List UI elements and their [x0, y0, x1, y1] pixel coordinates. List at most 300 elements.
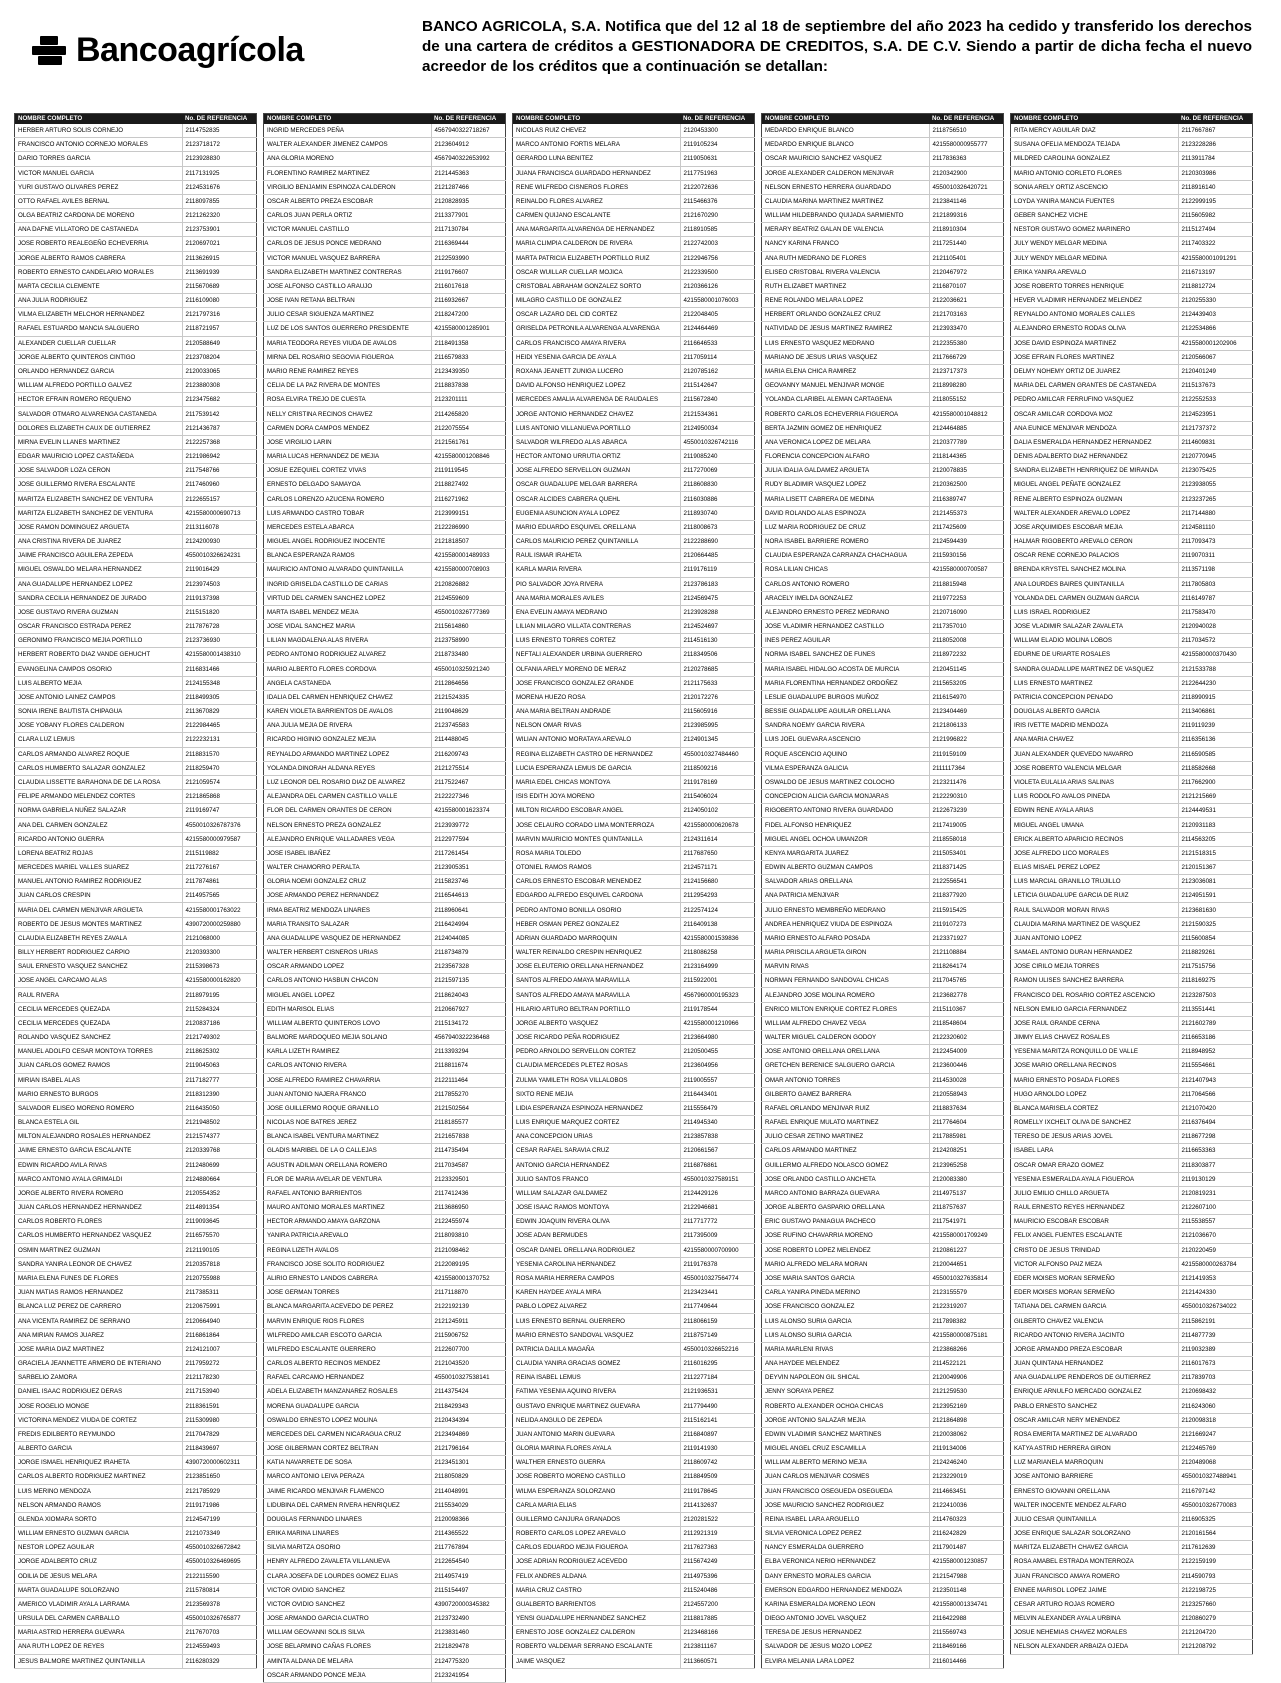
- table-row: [15, 705, 257, 719]
- table-row: [513, 634, 755, 648]
- client-name: MARIA LISETT CABRERA DE MEDINA: [762, 492, 930, 506]
- client-name: OSCAR ALCIDES CABRERA QUEHL: [513, 492, 681, 506]
- reference-number: 2118509216: [680, 761, 755, 775]
- client-name: RICARDO ANTONIO GUERRA: [15, 832, 183, 846]
- client-name: LUIS ANTONIO VILLANUEVA PORTILLO: [513, 421, 681, 435]
- reference-number: 2124581110: [1178, 520, 1253, 534]
- table-row: [513, 1045, 755, 1059]
- table-row: [762, 945, 1004, 959]
- table-row: [1011, 1328, 1253, 1342]
- reference-number: 2117662900: [1178, 775, 1253, 789]
- table-row: [1011, 1172, 1253, 1186]
- table-row: [264, 1484, 506, 1498]
- client-name: NORMA GABRIELA NUÑEZ SALAZAR: [15, 804, 183, 818]
- reference-number: 2117357010: [929, 620, 1004, 634]
- header-name: NOMBRE COMPLETO: [1011, 114, 1179, 125]
- reference-number: 2117548766: [182, 464, 257, 478]
- client-name: JAIME FRANCISCO AGUILERA ZEPEDA: [15, 549, 183, 563]
- client-name: FELIX ANDRES ALDANA: [513, 1569, 681, 1583]
- table-row: [264, 534, 506, 548]
- table-row: [513, 1101, 755, 1115]
- table-row: [513, 279, 755, 293]
- client-name: LILIAN MILAGRO VILLATA CONTRERAS: [513, 620, 681, 634]
- table-row: [513, 917, 755, 931]
- reference-number: 4390720000259880: [182, 917, 257, 931]
- client-name: WALTER ALEXANDER JIMENEZ CAMPOS: [264, 138, 432, 152]
- reference-number: 2121703163: [929, 308, 1004, 322]
- client-name: JOSE GUILLERMO RIVERA ESCALANTE: [15, 478, 183, 492]
- table-row: [1011, 634, 1253, 648]
- client-name: JOSE BELARMINO CAÑAS FLORES: [264, 1640, 432, 1654]
- client-name: CARLOS FRANCISCO AMAYA RIVERA: [513, 336, 681, 350]
- client-name: GUILLERMO ALFREDO NOLASCO GOMEZ: [762, 1158, 930, 1172]
- reference-number: 4215580000708903: [431, 563, 506, 577]
- table-row: [762, 1116, 1004, 1130]
- reference-number: 2113691939: [182, 265, 257, 279]
- table-row: [513, 1441, 755, 1455]
- client-name: SILVIA VERONICA LOPEZ PEREZ: [762, 1527, 930, 1541]
- table-row: [1011, 903, 1253, 917]
- client-name: IDALIA DEL CARMEN HENRIQUEZ CHAVEZ: [264, 690, 432, 704]
- client-name: ANA CRISTINA RIVERA DE JUAREZ: [15, 534, 183, 548]
- table-row: [1011, 209, 1253, 223]
- reference-number: 2115162141: [680, 1413, 755, 1427]
- reference-number: 2117667867: [1178, 124, 1253, 138]
- client-name: JOSE GILBERMAN CORTEZ BELTRAN: [264, 1441, 432, 1455]
- client-name: JOSE RAMON DOMINGUEZ ARGUETA: [15, 520, 183, 534]
- table-row: [513, 1371, 755, 1385]
- table-row: [762, 733, 1004, 747]
- reference-number: 4215580001208846: [431, 449, 506, 463]
- reference-number: 2121797316: [182, 308, 257, 322]
- table-row: [264, 860, 506, 874]
- client-name: ERNESTO GIOVANNI ORELLANA: [1011, 1484, 1179, 1498]
- table-row: [15, 1456, 257, 1470]
- reference-number: 2118144365: [929, 449, 1004, 463]
- table-row: [1011, 279, 1253, 293]
- client-name: VICTOR OVIDIO SANCHEZ: [264, 1597, 432, 1611]
- client-name: RAFAEL CARCAMO HERNANDEZ: [264, 1371, 432, 1385]
- table-row: [513, 1243, 755, 1257]
- client-name: ENA EVELIN AMAYA MEDRANO: [513, 605, 681, 619]
- client-name: JOSE MARIO ORELLANA RECINOS: [1011, 1059, 1179, 1073]
- client-name: MEDARDO ENRIQUE BLANCO: [762, 138, 930, 152]
- reference-number: 2122454009: [929, 1045, 1004, 1059]
- client-name: NANCY KARINA FRANCO: [762, 237, 930, 251]
- client-name: ERIC GUSTAVO PANIAGUA PACHECO: [762, 1215, 930, 1229]
- reference-number: 2121204720: [1178, 1626, 1253, 1640]
- reference-number: 2118247200: [431, 308, 506, 322]
- client-name: FRANCISCO ANTONIO CORNEJO MORALES: [15, 138, 183, 152]
- reference-number: 2118439697: [182, 1441, 257, 1455]
- client-name: ANA HAYDEE MELENDEZ: [762, 1356, 930, 1370]
- client-name: LUCIA ESPERANZA LEMUS DE GARCIA: [513, 761, 681, 775]
- reference-number: 2114530028: [929, 1073, 1004, 1087]
- table-row: [1011, 676, 1253, 690]
- client-name: NELSON EMILIO GARCIA FERNANDEZ: [1011, 1002, 1179, 1016]
- reference-number: 2119032389: [1178, 1342, 1253, 1356]
- table-row: [264, 379, 506, 393]
- client-name: JULY WENDY MELGAR MEDINA: [1011, 251, 1179, 265]
- client-name: ROSA LILIAN CHICAS: [762, 563, 930, 577]
- client-name: ANA LOURDES BAIRES QUINTANILLA: [1011, 577, 1179, 591]
- reference-number: 2115127494: [1178, 223, 1253, 237]
- reference-number: 2114522121: [929, 1356, 1004, 1370]
- table-row: [264, 889, 506, 903]
- client-name: ANA GLORIA MORENO: [264, 152, 432, 166]
- table-row: [513, 1356, 755, 1370]
- client-name: WILLIAM SALAZAR GALDAMEZ: [513, 1186, 681, 1200]
- reference-number: 2121534361: [680, 407, 755, 421]
- client-name: DAVID ALFONSO HENRIQUEZ LOPEZ: [513, 379, 681, 393]
- client-name: MARIA DEL CARMEN GRANTES DE CASTANEDA: [1011, 379, 1179, 393]
- reference-number: 2121864898: [929, 1413, 1004, 1427]
- client-name: JOSUE NEHEMIAS CHAVEZ MORALES: [1011, 1626, 1179, 1640]
- client-name: JOSE MAURICIO SANCHEZ RODRIGUEZ: [762, 1498, 930, 1512]
- client-name: CONCEPCION ALICIA GARCIA MONJARAS: [762, 790, 930, 804]
- table-row: [513, 194, 755, 208]
- reference-number: 2120861227: [929, 1243, 1004, 1257]
- table-row: [513, 761, 755, 775]
- table-row: [264, 747, 506, 761]
- reference-number: 2118008673: [680, 520, 755, 534]
- table-row: [1011, 1527, 1253, 1541]
- reference-number: 2118910585: [680, 223, 755, 237]
- client-name: JOSE SALVADOR LOZA CERON: [15, 464, 183, 478]
- table-row: [1011, 804, 1253, 818]
- reference-number: 2114735494: [431, 1144, 506, 1158]
- client-name: ANA JULIA MEJIA DE RIVERA: [264, 719, 432, 733]
- client-name: JORGE ARMANDO PREZA ESCOBAR: [1011, 1342, 1179, 1356]
- reference-number: 2124121007: [182, 1342, 257, 1356]
- client-name: NELIDA ANGULO DE ZEPEDA: [513, 1413, 681, 1427]
- reference-number: 2118264174: [929, 960, 1004, 974]
- client-name: HILARIO ARTURO BELTRAN PORTILLO: [513, 1002, 681, 1016]
- client-name: ROSA EMERITA MARTINEZ DE ALVARADO: [1011, 1427, 1179, 1441]
- reference-number: 2123939772: [431, 818, 506, 832]
- table-row: [264, 1640, 506, 1654]
- client-name: JORGE ISMAEL HENRIQUEZ IRAHETA: [15, 1456, 183, 1470]
- client-name: MARVIN ENRIQUE RIOS FLORES: [264, 1314, 432, 1328]
- client-name: MANUEL ANTONIO RAMIREZ RODRIGUEZ: [15, 875, 183, 889]
- client-name: JOSE ANTONIO BARRIERE: [1011, 1470, 1179, 1484]
- reference-number: 2123604956: [680, 1059, 755, 1073]
- table-row: [762, 1597, 1004, 1611]
- reference-number: 2121108884: [929, 945, 1004, 959]
- reference-number: 4567940322653992: [431, 152, 506, 166]
- reference-number: 2122607100: [1178, 1201, 1253, 1215]
- reference-number: 4215580001709249: [929, 1229, 1004, 1243]
- client-name: FIDEL ALFONSO HENRIQUEZ: [762, 818, 930, 832]
- client-name: FLORENTINO RAMIREZ MARTINEZ: [264, 166, 432, 180]
- client-name: JOSE ANTONIO ORELLANA ORELLANA: [762, 1045, 930, 1059]
- table-row: [762, 223, 1004, 237]
- reference-number: 2120860279: [1178, 1612, 1253, 1626]
- client-name: CLAUDIA ESPERANZA CARRANZA CHACHAGUA: [762, 549, 930, 563]
- client-name: JOSE ARMANDO GARCIA CUATRO: [264, 1612, 432, 1626]
- client-name: MARIO ERNESTO BURGOS: [15, 1087, 183, 1101]
- reference-number: 2120588649: [182, 336, 257, 350]
- client-name: HUGO ARNOLDO LOPEZ: [1011, 1087, 1179, 1101]
- reference-number: 2118733480: [431, 648, 506, 662]
- client-name: MARTA GUADALUPE SOLORZANO: [15, 1583, 183, 1597]
- table-row: [15, 1087, 257, 1101]
- table-row: [264, 407, 506, 421]
- table-row: [15, 960, 257, 974]
- client-name: BLANCA MARISELA CORTEZ: [1011, 1101, 1179, 1115]
- client-name: JOSE ANTONIO LAINEZ CAMPOS: [15, 690, 183, 704]
- client-name: SILVIA MARITZA OSORIO: [264, 1541, 432, 1555]
- client-name: CARLOS JUAN PERLA ORTIZ: [264, 209, 432, 223]
- client-name: ANA PATRICIA MENJIVAR: [762, 889, 930, 903]
- table-row: [1011, 775, 1253, 789]
- reference-number: 2117385311: [182, 1286, 257, 1300]
- table-row: [762, 336, 1004, 350]
- client-name: SANDRA ELIZABETH MARTINEZ CONTRERAS: [264, 265, 432, 279]
- table-row: [1011, 733, 1253, 747]
- table-row: [1011, 1059, 1253, 1073]
- reference-number: 2120667927: [431, 1002, 506, 1016]
- client-name: WALTHER ERNESTO GUERRA: [513, 1456, 681, 1470]
- reference-number: 2116646533: [680, 336, 755, 350]
- reference-number: 2115406024: [680, 790, 755, 804]
- table-row: [264, 336, 506, 350]
- client-name: MAURICIO ANTONIO ALVARADO QUINTANILLA: [264, 563, 432, 577]
- table-row: [513, 322, 755, 336]
- reference-number: 2119176119: [680, 563, 755, 577]
- reference-number: 2118548604: [929, 1016, 1004, 1030]
- reference-number: 4550010326742116: [680, 435, 755, 449]
- client-name: EDITH MARISOL ELIAS: [264, 1002, 432, 1016]
- reference-number: 2119130129: [1178, 1172, 1253, 1186]
- client-name: MARIA PRISCILA ARGUETA GIRON: [762, 945, 930, 959]
- reference-number: 2115538557: [1178, 1215, 1253, 1229]
- reference-number: 2121407943: [1178, 1073, 1253, 1087]
- reference-number: 2117670703: [182, 1626, 257, 1640]
- reference-number: 4390720000345382: [431, 1597, 506, 1611]
- client-name: REGINA ELIZABETH CASTRO DE HERNANDEZ: [513, 747, 681, 761]
- table-row: [15, 690, 257, 704]
- table-row: [15, 534, 257, 548]
- table-row: [762, 1342, 1004, 1356]
- client-name: VILMA ESPERANZA GALICIA: [762, 761, 930, 775]
- reference-number: 2118624043: [431, 988, 506, 1002]
- reference-number: 2121105401: [929, 251, 1004, 265]
- table-row: [513, 393, 755, 407]
- table-row: [762, 478, 1004, 492]
- client-name: FELIPE ARMANDO MELENDEZ CORTES: [15, 790, 183, 804]
- client-name: NORA ISABEL BARRIERE ROMERO: [762, 534, 930, 548]
- reference-number: 2121936531: [680, 1385, 755, 1399]
- table-row: [15, 1512, 257, 1526]
- reference-number: 2120161564: [1178, 1527, 1253, 1541]
- table-row: [1011, 1158, 1253, 1172]
- client-name: YOLANDA CLARIBEL ALEMAN CARTAGENA: [762, 393, 930, 407]
- reference-number: 2116831466: [182, 662, 257, 676]
- reference-number: 2114516130: [680, 634, 755, 648]
- reference-number: 2120558943: [929, 1087, 1004, 1101]
- table-row: [15, 719, 257, 733]
- reference-number: 2118930740: [680, 506, 755, 520]
- client-name: IRIS IVETTE MADRID MENDOZA: [1011, 719, 1179, 733]
- client-name: JORGE ANTONIO SALAZAR MEJIA: [762, 1413, 930, 1427]
- reference-number: 4550010327484460: [680, 747, 755, 761]
- client-name: CARLOS ERNESTO ESCOBAR MENENDEZ: [513, 875, 681, 889]
- reference-number: 2124439403: [1178, 308, 1253, 322]
- table-row: [513, 1413, 755, 1427]
- table-row: [513, 407, 755, 421]
- reference-number: 2117794490: [680, 1399, 755, 1413]
- table-row: [264, 1186, 506, 1200]
- bank-logo: [32, 30, 304, 70]
- table-row: [1011, 960, 1253, 974]
- reference-number: 4550010325921240: [431, 662, 506, 676]
- table-row: [15, 322, 257, 336]
- client-name: RAUL SALVADOR MORAN RIVAS: [1011, 903, 1179, 917]
- reference-number: 2114365522: [431, 1527, 506, 1541]
- table-row: [1011, 860, 1253, 874]
- table-row: [15, 634, 257, 648]
- reference-number: 2115672840: [680, 393, 755, 407]
- client-name: EDWIN VLADIMIR SANCHEZ MARTINES: [762, 1427, 930, 1441]
- client-name: ROBERTO ALEXANDER OCHOA CHICAS: [762, 1399, 930, 1413]
- client-name: JORGE ANTONIO HERNANDEZ CHAVEZ: [513, 407, 681, 421]
- reference-number: 2118499305: [182, 690, 257, 704]
- reference-number: 2121806133: [929, 719, 1004, 733]
- client-name: JENNY SORAYA PEREZ: [762, 1385, 930, 1399]
- reference-number: 4215580000979587: [182, 832, 257, 846]
- reference-number: 2116030886: [680, 492, 755, 506]
- client-name: JUAN MATIAS RAMOS HERNANDEZ: [15, 1286, 183, 1300]
- table-row: [15, 761, 257, 775]
- table-row: [1011, 1300, 1253, 1314]
- reference-number: 2122977594: [431, 832, 506, 846]
- table-row: [15, 1144, 257, 1158]
- reference-number: 2115823746: [431, 875, 506, 889]
- client-name: WALTER HERBERT CISNEROS URIAS: [264, 945, 432, 959]
- client-name: BILLY HERBERT RODRIGUEZ CARPIO: [15, 945, 183, 959]
- table-row: [1011, 1498, 1253, 1512]
- client-name: LUZ MARIANELA MARROQUIN: [1011, 1456, 1179, 1470]
- reference-number: 2121455373: [929, 506, 1004, 520]
- table-row: [15, 492, 257, 506]
- reference-number: 2115142647: [680, 379, 755, 393]
- client-name: LUIS ARMANDO CASTRO TOBAR: [264, 506, 432, 520]
- reference-number: 2122946681: [680, 1201, 755, 1215]
- client-name: REYNALDO ANTONIO MORALES CALLES: [1011, 308, 1179, 322]
- table-row: [15, 194, 257, 208]
- table-row: [513, 1201, 755, 1215]
- client-name: ANA DAFNE VILLATORO DE CASTANEDA: [15, 223, 183, 237]
- reference-number: 2116209743: [431, 747, 506, 761]
- client-name: CARLOS ANTONIO ROMERO: [762, 577, 930, 591]
- client-name: IRMA BEATRIZ MENDOZA LINARES: [264, 903, 432, 917]
- reference-number: 2113660571: [680, 1654, 755, 1668]
- client-name: VICTOR OVIDIO SANCHEZ: [264, 1583, 432, 1597]
- reference-number: 2124449531: [1178, 804, 1253, 818]
- client-name: EDURNE DE URIARTE ROSALES: [1011, 648, 1179, 662]
- client-name: INGRID GRISELDA CASTILLO DE CARIAS: [264, 577, 432, 591]
- table-row: [1011, 620, 1253, 634]
- reference-number: 2123708204: [182, 350, 257, 364]
- client-name: CESAR ARTURO ROJAS ROMERO: [1011, 1597, 1179, 1611]
- client-name: NORMA ISABEL SANCHEZ DE FUNES: [762, 648, 930, 662]
- table-row: [1011, 478, 1253, 492]
- reference-number: 2123201111: [431, 393, 506, 407]
- reference-number: 2121073349: [182, 1527, 257, 1541]
- reference-number: 2113670829: [182, 705, 257, 719]
- table-row: [15, 1016, 257, 1030]
- client-name: SARBELIO ZAMORA: [15, 1371, 183, 1385]
- client-name: MARIA ASTRID HERRERA GUEVARA: [15, 1626, 183, 1640]
- client-name: CARLOS MAURICIO PEREZ QUINTANILLA: [513, 534, 681, 548]
- table-row: [264, 960, 506, 974]
- table-row: [264, 265, 506, 279]
- table-row: [15, 1201, 257, 1215]
- page-header: [0, 0, 1281, 110]
- table-row: [15, 308, 257, 322]
- client-name: CLAUDIA MARINA MARTINEZ MARTINEZ: [762, 194, 930, 208]
- table-row: [762, 1541, 1004, 1555]
- table-row: [1011, 1555, 1253, 1569]
- table-row: [264, 1002, 506, 1016]
- table-row: [15, 605, 257, 619]
- reference-number: 2116017673: [1178, 1356, 1253, 1370]
- table-row: [1011, 251, 1253, 265]
- table-row: [513, 549, 755, 563]
- client-name: MARIA CRUZ CASTRO: [513, 1583, 681, 1597]
- reference-number: 2119176607: [431, 265, 506, 279]
- reference-number: 2120401249: [1178, 364, 1253, 378]
- reference-number: 2114048991: [431, 1484, 506, 1498]
- client-name: JOSE ARQUIMIDES ESCOBAR MEJIA: [1011, 520, 1179, 534]
- reference-number: 2123745583: [431, 719, 506, 733]
- client-name: ROBERTO DE JESUS MONTES MARTINEZ: [15, 917, 183, 931]
- reference-number: 2121524335: [431, 690, 506, 704]
- table-row: [15, 577, 257, 591]
- header-reference: No. DE REFERENCIA: [431, 114, 506, 125]
- table-row: [762, 1045, 1004, 1059]
- table-row: [15, 1073, 257, 1087]
- client-name: HENRY ALFREDO ZAVALETA VILLANUEVA: [264, 1555, 432, 1569]
- reference-number: 2117182777: [182, 1073, 257, 1087]
- client-name: GUSTAVO ENRIQUE MARTINEZ GUEVARA: [513, 1399, 681, 1413]
- table-row: [15, 1229, 257, 1243]
- table-row: [264, 393, 506, 407]
- client-name: JOSE FRANCISCO GONZALEZ: [762, 1300, 930, 1314]
- table-row: [762, 818, 1004, 832]
- table-row: [1011, 1612, 1253, 1626]
- reference-number: 4567960000195323: [680, 988, 755, 1002]
- client-name: ROSA AMABEL ESTRADA MONTERROZA: [1011, 1555, 1179, 1569]
- table-row: [264, 634, 506, 648]
- reference-number: 2120078835: [929, 464, 1004, 478]
- table-row: [1011, 1201, 1253, 1215]
- table-row: [1011, 322, 1253, 336]
- table-row: [762, 662, 1004, 676]
- client-name: ANA MARIA BELTRAN ANDRADE: [513, 705, 681, 719]
- client-name: MARIA DEL CARMEN MENJIVAR ARGUETA: [15, 903, 183, 917]
- reference-number: 2119772253: [929, 591, 1004, 605]
- reference-number: 4550010326420721: [929, 180, 1004, 194]
- reference-number: 2115554661: [1178, 1059, 1253, 1073]
- reference-number: 2114945340: [680, 1116, 755, 1130]
- client-name: DEYVIN NAPOLEON GIL SHICAL: [762, 1371, 930, 1385]
- table-row: [762, 960, 1004, 974]
- table-row: [513, 1286, 755, 1300]
- table-row: [513, 1130, 755, 1144]
- table-row: [264, 1527, 506, 1541]
